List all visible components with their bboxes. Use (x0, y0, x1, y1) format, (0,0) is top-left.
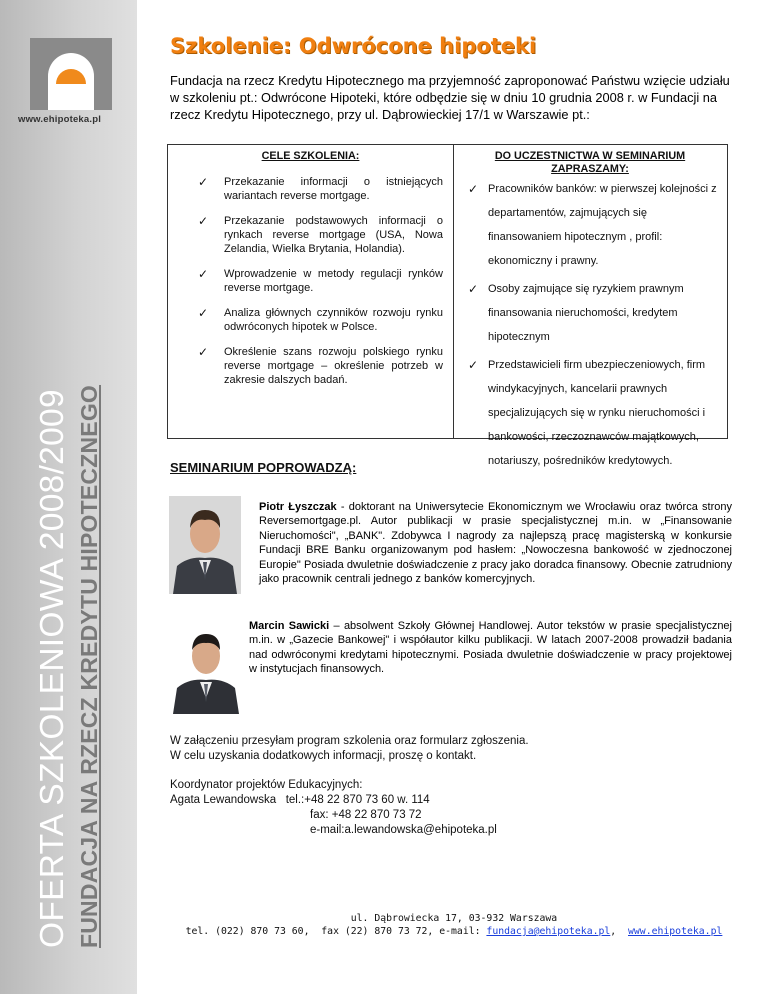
checkmark-icon: ✓ (468, 282, 479, 296)
checkmark-icon: ✓ (468, 182, 479, 196)
checkmark-icon: ✓ (198, 267, 209, 281)
invite-heading (453, 150, 727, 176)
speaker-name-2: Marcin Sawicki (249, 620, 330, 632)
checkmark-icon: ✓ (198, 306, 209, 320)
invite-heading-line1: DO UCZESTNICTWA W SEMINARIUM (494, 150, 686, 162)
list-item: ✓ Przekazanie informacji o istniejących wariantach reverse mortgage. (198, 175, 443, 202)
invite-list (468, 177, 720, 477)
list-item: ✓ Pracowników banków: w pierwszej kolejności z departamentów, zajmujących się finansowaniem hipotecznym , profil: ekonomiczny i prawny. (468, 177, 720, 273)
checkmark-icon: ✓ (198, 175, 209, 189)
goals-heading: CELE SZKOLENIA: (261, 150, 360, 162)
list-item: ✓ Osoby zajmujące się ryzykiem prawnym finansowania nieruchomości, kredytem hipotecznym (468, 277, 720, 349)
list-item: ✓ Wprowadzenie w metody regulacji rynków reverse mortgage. (198, 267, 443, 294)
footer-web-link[interactable]: www.ehipoteka.pl (628, 926, 723, 937)
list-item: ✓ Przekazanie podstawowych informacji o rynkach reverse mortgage (USA, Nowa Zelandia, Wielka Brytania, Holandia). (198, 214, 443, 255)
footer (140, 912, 768, 938)
speaker-bio-1: Piotr Łyszczak - doktorant na Uniwersytecie Ekonomicznym we Wrocławiu oraz twórca strony Reversemortgage.pl. Autor publikacji w prasie specjalistycznej m.in. w „Finansowanie Nieruchomości", „BANK". Zdobywca I nagrody za najlepszą pracę magisterską w konkursie Fundacji BRE Banku organizowanym pod hasłem: „Nowoczesna bankowość w zjednoczonej Europie" Posiada dwuletnie doświadczenie z pracy jako doradca finansowy. Obecnie zatrudniony jako pracownik centrali jednego z banków komercyjnych. (259, 501, 732, 586)
checkmark-icon: ✓ (468, 358, 479, 372)
logo-url: www.ehipoteka.pl (18, 114, 102, 125)
closing-line-2: W celu uzyskania dodatkowych informacji, proszę o kontakt. (170, 750, 477, 762)
list-item: ✓ Przedstawicieli firm ubezpieczeniowych, firm windykacyjnych, kancelarii prawnych specjalizujących się w rynku nieruchomości i bankowości, rzeczoznawców majątkowych, notariuszy, pośredników kredytowych. (468, 353, 720, 473)
coordinator-name-phone: Agata Lewandowska tel.:+48 22 870 73 60 w. 114 (170, 794, 430, 806)
column-divider (453, 145, 454, 438)
sidebar-band (0, 0, 137, 994)
vertical-title: OFERTA SZKOLENIOWA 2008/2009 (34, 389, 71, 948)
checkmark-icon: ✓ (198, 345, 209, 359)
page-title: Szkolenie: Odwrócone hipoteki (170, 34, 537, 58)
speaker-photo-1 (169, 496, 241, 594)
coordinator-heading: Koordynator projektów Edukacyjnych: (170, 779, 363, 791)
footer-contact: tel. (022) 870 73 60, fax (22) 870 73 72, e-mail: fundacja@ehipoteka.pl, www.ehipoteka.pl (185, 926, 723, 937)
speaker-bio-2: Marcin Sawicki – absolwent Szkoły Głównej Handlowej. Autor tekstów w prasie specjalistycznej m.in. w „Gazecie Bankowej" i współautor kilku publikacji. W latach 2007-2008 prowadził badania nad odwróconymi kredytami hipotecznymi. Posiada dwuletnie doświadczenie w pracy projektowej w instytucjach finansowych. (249, 620, 732, 676)
goals-list (198, 175, 443, 398)
coordinator-email: e-mail:a.lewandowska@ehipoteka.pl (310, 824, 497, 836)
closing-text (170, 734, 529, 764)
coordinator-fax: fax: +48 22 870 73 72 (310, 809, 422, 821)
footer-address: ul. Dąbrowiecka 17, 03-932 Warszawa (350, 913, 558, 924)
checkmark-icon: ✓ (198, 214, 209, 228)
invite-heading-line2: ZAPRASZAMY: (551, 163, 629, 175)
footer-email-link[interactable]: fundacja@ehipoteka.pl (486, 926, 611, 937)
intro-paragraph: Fundacja na rzecz Kredytu Hipotecznego ma przyjemność zaproponować Państwu wzięcie udziału w szkoleniu pt.: Odwrócone Hipoteki, które odbędzie się w dniu 10 grudnia 2008 r. w Fundacji na rzecz Kredytu Hipotecznego, przy ul. Dąbrowieckiej 17/1 w Warszawie pt.: (170, 73, 730, 122)
list-item: ✓ Określenie szans rozwoju polskiego rynku reverse mortgage – określenie potrzeb w zakresie dalszych badań. (198, 345, 443, 386)
closing-line-1: W załączeniu przesyłam program szkolenia oraz formularz zgłoszenia. (170, 735, 529, 747)
seminar-heading: SEMINARIUM POPROWADZĄ: (170, 460, 357, 475)
info-box (167, 144, 728, 467)
speaker-photo-2 (169, 620, 243, 714)
speaker-name-1: Piotr Łyszczak (259, 501, 337, 513)
coordinator-block (170, 778, 497, 838)
vertical-subtitle: FUNDACJA NA RZECZ KREDYTU HIPOTECZNEGO (76, 384, 102, 948)
list-item: ✓ Analiza głównych czynników rozwoju rynku odwróconych hipotek w Polsce. (198, 306, 443, 333)
